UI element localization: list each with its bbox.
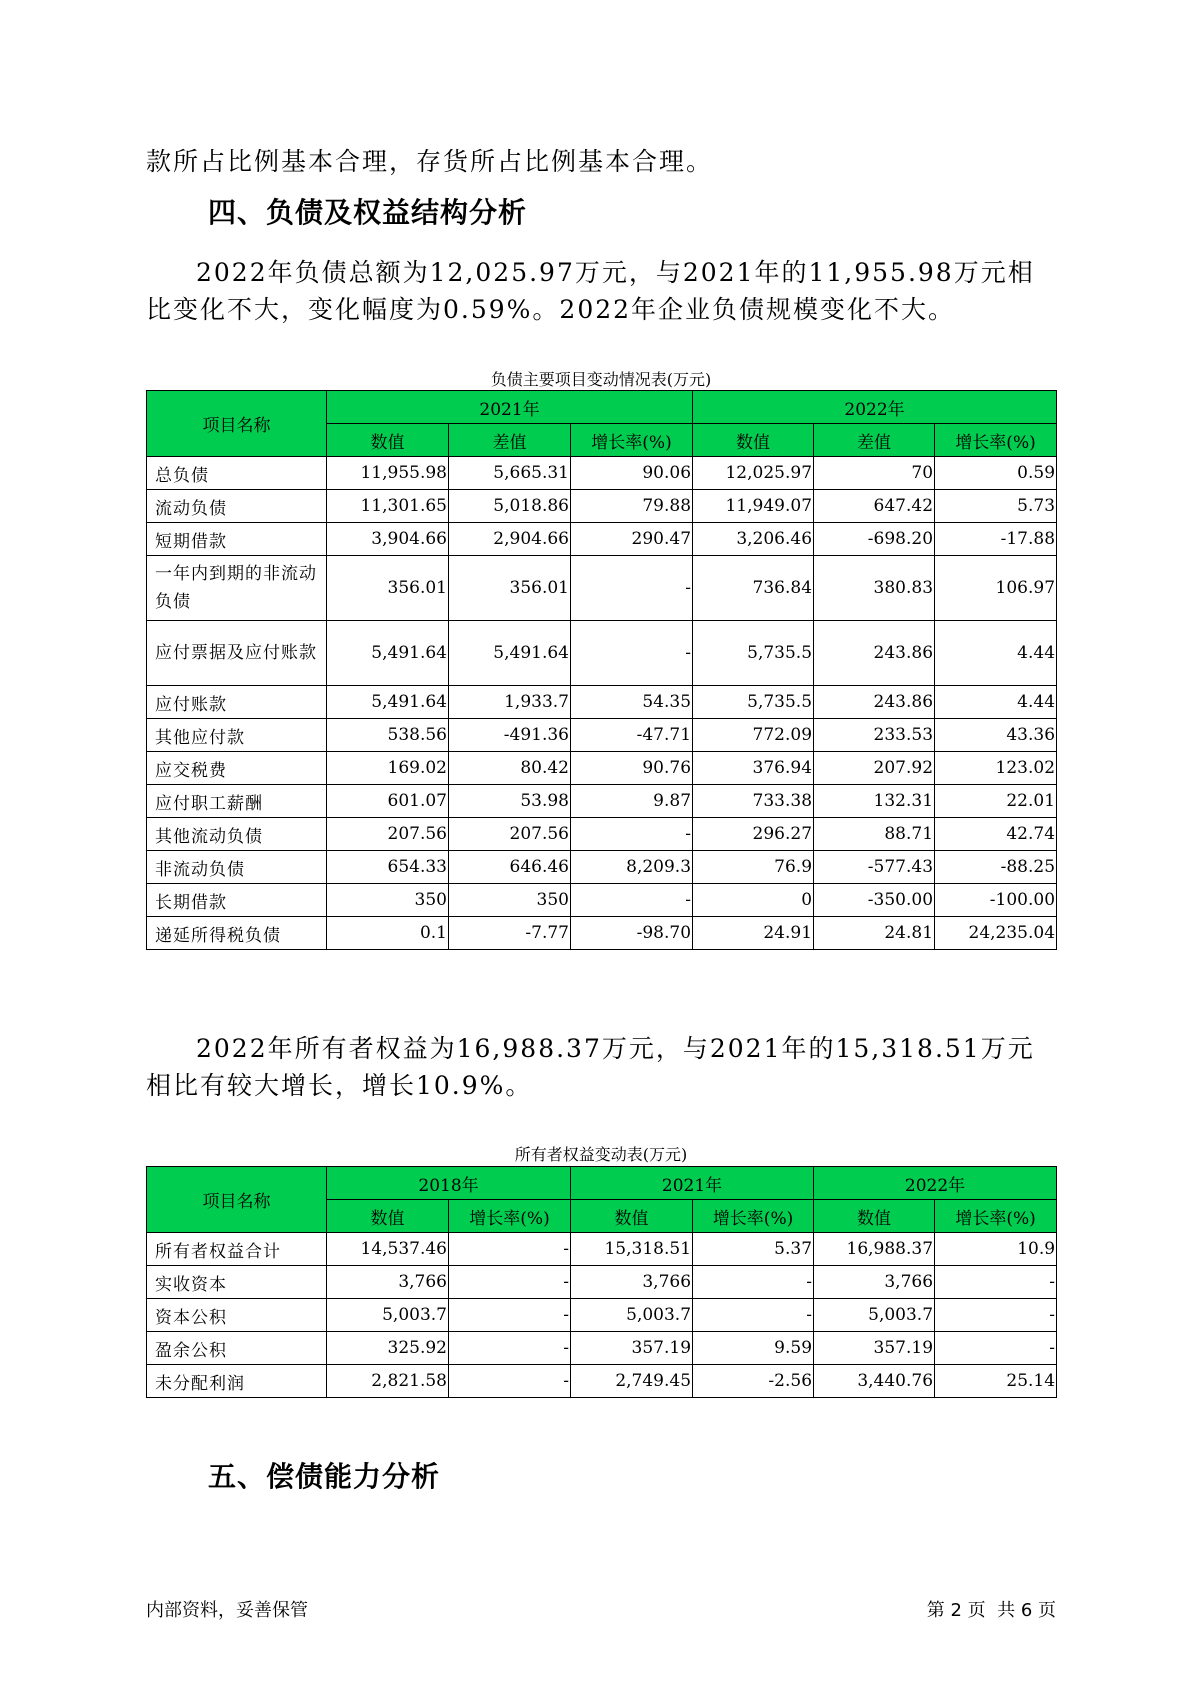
table-cell: -88.25 bbox=[935, 851, 1057, 884]
table-cell: 12,025.97 bbox=[693, 457, 814, 490]
row-label: 流动负债 bbox=[147, 490, 327, 523]
table-cell: 356.01 bbox=[327, 556, 449, 621]
table-cell: 207.92 bbox=[814, 752, 935, 785]
table-cell: 3,766 bbox=[571, 1266, 693, 1299]
table-cell: - bbox=[571, 884, 693, 917]
table-cell: 5.37 bbox=[693, 1233, 814, 1266]
table-cell: - bbox=[693, 1266, 814, 1299]
column-header-growth-rate: 增长率(%) bbox=[693, 1200, 814, 1233]
table-cell: 106.97 bbox=[935, 556, 1057, 621]
table-cell: 233.53 bbox=[814, 719, 935, 752]
table-cell: 90.76 bbox=[571, 752, 693, 785]
table-cell: -47.71 bbox=[571, 719, 693, 752]
table-cell: 296.27 bbox=[693, 818, 814, 851]
table-cell: 42.74 bbox=[935, 818, 1057, 851]
table-cell: 5,003.7 bbox=[571, 1299, 693, 1332]
table-cell: 79.88 bbox=[571, 490, 693, 523]
row-label: 应付票据及应付账款 bbox=[147, 621, 327, 686]
table-cell: 15,318.51 bbox=[571, 1233, 693, 1266]
column-header-growth-rate: 增长率(%) bbox=[935, 424, 1057, 457]
table-cell: 243.86 bbox=[814, 686, 935, 719]
section-heading-liabilities: 四、负债及权益结构分析 bbox=[208, 196, 528, 229]
column-header-year: 2021年 bbox=[571, 1167, 814, 1200]
table-cell: -491.36 bbox=[449, 719, 571, 752]
table-cell: 5,003.7 bbox=[327, 1299, 449, 1332]
table-cell: 9.59 bbox=[693, 1332, 814, 1365]
table-cell: 3,904.66 bbox=[327, 523, 449, 556]
table-row bbox=[147, 1266, 1057, 1299]
table-row bbox=[147, 785, 1057, 818]
table-cell: 2,749.45 bbox=[571, 1365, 693, 1398]
table-cell: 207.56 bbox=[327, 818, 449, 851]
table-cell: 0.1 bbox=[327, 917, 449, 950]
liability-table bbox=[146, 390, 1057, 950]
table-cell: 3,440.76 bbox=[814, 1365, 935, 1398]
row-label: 盈余公积 bbox=[147, 1332, 327, 1365]
table-row bbox=[147, 917, 1057, 950]
table-row bbox=[147, 621, 1057, 686]
row-label: 未分配利润 bbox=[147, 1365, 327, 1398]
table-cell: 325.92 bbox=[327, 1332, 449, 1365]
table-row bbox=[147, 556, 1057, 621]
table-cell: 350 bbox=[327, 884, 449, 917]
table-cell: 24.81 bbox=[814, 917, 935, 950]
column-header-value: 数值 bbox=[693, 424, 814, 457]
row-label: 非流动负债 bbox=[147, 851, 327, 884]
row-label: 其他应付款 bbox=[147, 719, 327, 752]
table-cell: 1,933.7 bbox=[449, 686, 571, 719]
table-cell: - bbox=[571, 818, 693, 851]
equity-table-caption: 所有者权益变动表(万元) bbox=[514, 1145, 688, 1164]
table-cell: 132.31 bbox=[814, 785, 935, 818]
table-row bbox=[147, 1365, 1057, 1398]
table-cell: 5,003.7 bbox=[814, 1299, 935, 1332]
table-cell: - bbox=[449, 1233, 571, 1266]
table-cell: 5,491.64 bbox=[327, 621, 449, 686]
table-cell: 646.46 bbox=[449, 851, 571, 884]
table-cell: -100.00 bbox=[935, 884, 1057, 917]
table-cell: - bbox=[693, 1299, 814, 1332]
liability-summary-paragraph: 2022年负债总额为12,025.97万元，与2021年的11,955.98万元相比变化不大，变化幅度为0.59%。2022年企业负债规模变化不大。 bbox=[146, 258, 1035, 324]
table-row bbox=[147, 752, 1057, 785]
table-cell: - bbox=[935, 1299, 1057, 1332]
table-row bbox=[147, 818, 1057, 851]
table-cell: 4.44 bbox=[935, 621, 1057, 686]
row-label: 递延所得税负债 bbox=[147, 917, 327, 950]
table-cell: 70 bbox=[814, 457, 935, 490]
table-cell: - bbox=[449, 1332, 571, 1365]
column-header-value: 数值 bbox=[327, 424, 449, 457]
table-cell: 5,018.86 bbox=[449, 490, 571, 523]
table-cell: 14,537.46 bbox=[327, 1233, 449, 1266]
table-cell: -2.56 bbox=[693, 1365, 814, 1398]
table-row bbox=[147, 1299, 1057, 1332]
footer-page-number: 第 2 页 共 6 页 bbox=[926, 1600, 1056, 1621]
table-cell: 11,955.98 bbox=[327, 457, 449, 490]
row-label: 实收资本 bbox=[147, 1266, 327, 1299]
table-cell: -350.00 bbox=[814, 884, 935, 917]
row-label: 应交税费 bbox=[147, 752, 327, 785]
table-cell: 2,904.66 bbox=[449, 523, 571, 556]
equity-table bbox=[146, 1166, 1057, 1398]
table-cell: 11,301.65 bbox=[327, 490, 449, 523]
table-cell: 538.56 bbox=[327, 719, 449, 752]
column-header-item-name: 项目名称 bbox=[147, 391, 327, 457]
table-cell: 243.86 bbox=[814, 621, 935, 686]
table-cell: 350 bbox=[449, 884, 571, 917]
table-cell: -7.77 bbox=[449, 917, 571, 950]
table-cell: 88.71 bbox=[814, 818, 935, 851]
table-cell: 8,209.3 bbox=[571, 851, 693, 884]
table-cell: 5,491.64 bbox=[327, 686, 449, 719]
table-cell: 207.56 bbox=[449, 818, 571, 851]
table-cell: 357.19 bbox=[571, 1332, 693, 1365]
column-header-value: 数值 bbox=[327, 1200, 449, 1233]
table-row bbox=[147, 457, 1057, 490]
table-cell: 24,235.04 bbox=[935, 917, 1057, 950]
column-header-year: 2021年 bbox=[327, 391, 693, 424]
column-header-year: 2022年 bbox=[814, 1167, 1057, 1200]
column-header-value: 数值 bbox=[814, 1200, 935, 1233]
table-cell: 3,766 bbox=[327, 1266, 449, 1299]
table-cell: 0 bbox=[693, 884, 814, 917]
column-header-growth-rate: 增长率(%) bbox=[449, 1200, 571, 1233]
table-cell: 356.01 bbox=[449, 556, 571, 621]
table-cell: 772.09 bbox=[693, 719, 814, 752]
table-cell: - bbox=[449, 1365, 571, 1398]
table-cell: 5.73 bbox=[935, 490, 1057, 523]
row-label: 一年内到期的非流动负债 bbox=[147, 556, 327, 621]
table-cell: 24.91 bbox=[693, 917, 814, 950]
row-label: 长期借款 bbox=[147, 884, 327, 917]
table-cell: 43.36 bbox=[935, 719, 1057, 752]
table-cell: 647.42 bbox=[814, 490, 935, 523]
table-cell: 80.42 bbox=[449, 752, 571, 785]
table-row bbox=[147, 884, 1057, 917]
table-cell: 5,491.64 bbox=[449, 621, 571, 686]
column-header-year: 2018年 bbox=[327, 1167, 571, 1200]
table-cell: 90.06 bbox=[571, 457, 693, 490]
table-cell: -17.88 bbox=[935, 523, 1057, 556]
row-label: 应付账款 bbox=[147, 686, 327, 719]
intro-paragraph-tail: 款所占比例基本合理，存货所占比例基本合理。 bbox=[146, 147, 714, 176]
row-label: 资本公积 bbox=[147, 1299, 327, 1332]
column-header-difference: 差值 bbox=[814, 424, 935, 457]
column-header-growth-rate: 增长率(%) bbox=[935, 1200, 1057, 1233]
table-row bbox=[147, 686, 1057, 719]
table-cell: 3,766 bbox=[814, 1266, 935, 1299]
table-row bbox=[147, 719, 1057, 752]
column-header-item-name: 项目名称 bbox=[147, 1167, 327, 1233]
table-cell: 76.9 bbox=[693, 851, 814, 884]
column-header-growth-rate: 增长率(%) bbox=[571, 424, 693, 457]
liability-table-caption: 负债主要项目变动情况表(万元) bbox=[490, 370, 712, 389]
equity-summary-paragraph: 2022年所有者权益为16,988.37万元，与2021年的15,318.51万元相比有较大增长，增长10.9%。 bbox=[146, 1034, 1035, 1100]
table-cell: 11,949.07 bbox=[693, 490, 814, 523]
table-cell: - bbox=[935, 1266, 1057, 1299]
table-cell: -577.43 bbox=[814, 851, 935, 884]
table-cell: - bbox=[571, 621, 693, 686]
table-cell: 9.87 bbox=[571, 785, 693, 818]
table-row bbox=[147, 851, 1057, 884]
table-cell: 357.19 bbox=[814, 1332, 935, 1365]
footer-confidential-note: 内部资料，妥善保管 bbox=[146, 1600, 308, 1621]
row-label: 其他流动负债 bbox=[147, 818, 327, 851]
column-header-difference: 差值 bbox=[449, 424, 571, 457]
table-cell: 123.02 bbox=[935, 752, 1057, 785]
table-cell: -98.70 bbox=[571, 917, 693, 950]
table-cell: 376.94 bbox=[693, 752, 814, 785]
row-label: 总负债 bbox=[147, 457, 327, 490]
table-cell: 53.98 bbox=[449, 785, 571, 818]
table-cell: 601.07 bbox=[327, 785, 449, 818]
table-cell: 290.47 bbox=[571, 523, 693, 556]
table-cell: 22.01 bbox=[935, 785, 1057, 818]
table-cell: 54.35 bbox=[571, 686, 693, 719]
row-label: 应付职工薪酬 bbox=[147, 785, 327, 818]
row-label: 短期借款 bbox=[147, 523, 327, 556]
table-cell: 736.84 bbox=[693, 556, 814, 621]
table-cell: 25.14 bbox=[935, 1365, 1057, 1398]
table-cell: - bbox=[935, 1332, 1057, 1365]
table-cell: 380.83 bbox=[814, 556, 935, 621]
table-cell: 0.59 bbox=[935, 457, 1057, 490]
column-header-year: 2022年 bbox=[693, 391, 1057, 424]
table-row bbox=[147, 523, 1057, 556]
table-cell: - bbox=[571, 556, 693, 621]
section-heading-solvency: 五、偿债能力分析 bbox=[208, 1460, 441, 1493]
table-cell: 169.02 bbox=[327, 752, 449, 785]
row-label: 所有者权益合计 bbox=[147, 1233, 327, 1266]
column-header-value: 数值 bbox=[571, 1200, 693, 1233]
table-cell: - bbox=[449, 1299, 571, 1332]
table-cell: 3,206.46 bbox=[693, 523, 814, 556]
table-cell: 654.33 bbox=[327, 851, 449, 884]
table-cell: 5,735.5 bbox=[693, 686, 814, 719]
table-cell: - bbox=[449, 1266, 571, 1299]
table-cell: 4.44 bbox=[935, 686, 1057, 719]
table-cell: 5,665.31 bbox=[449, 457, 571, 490]
table-cell: 5,735.5 bbox=[693, 621, 814, 686]
table-cell: 733.38 bbox=[693, 785, 814, 818]
table-row bbox=[147, 1233, 1057, 1266]
table-cell: 10.9 bbox=[935, 1233, 1057, 1266]
table-cell: -698.20 bbox=[814, 523, 935, 556]
table-row bbox=[147, 1332, 1057, 1365]
table-cell: 2,821.58 bbox=[327, 1365, 449, 1398]
table-cell: 16,988.37 bbox=[814, 1233, 935, 1266]
table-row bbox=[147, 490, 1057, 523]
